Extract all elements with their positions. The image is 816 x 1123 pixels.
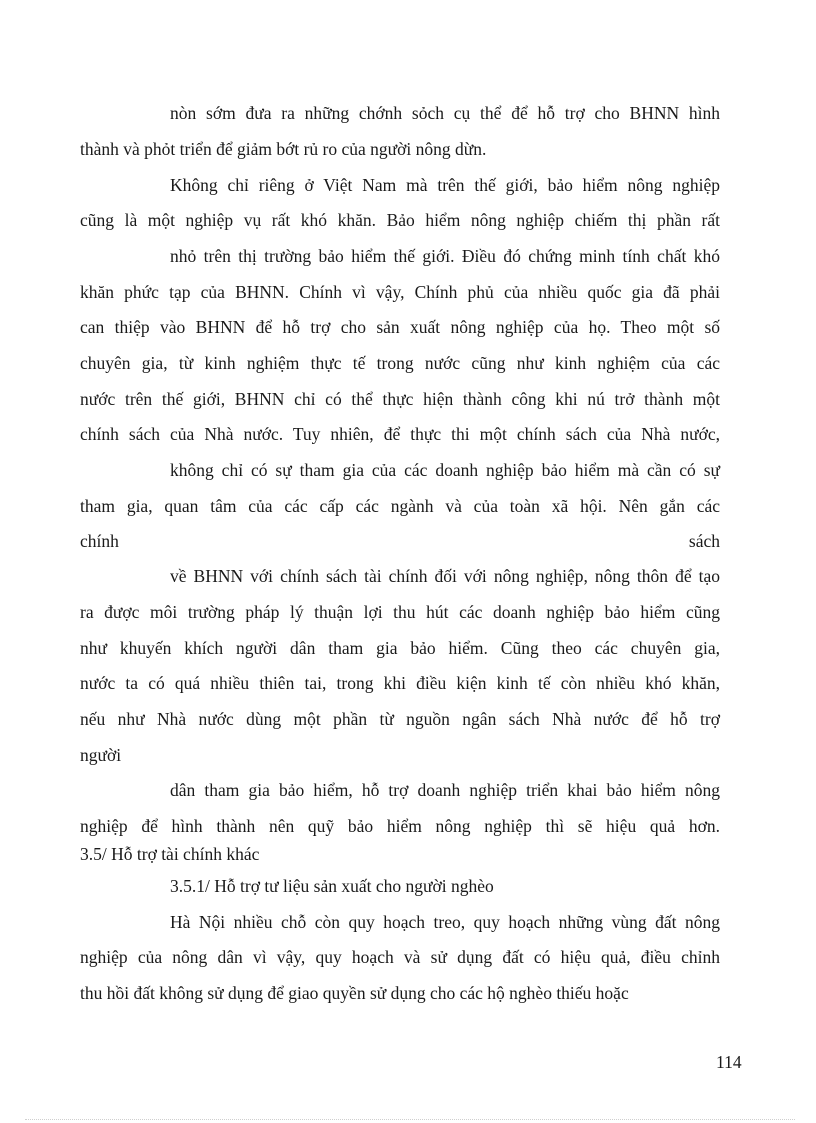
subsection-heading: 3.5.1/ Hỗ trợ tư liệu sản xuất cho người nghèo	[170, 876, 494, 896]
text-line: chuyên gia, từ kinh nghiệm thực tế trong nước cũng như kinh nghiệm của các	[80, 353, 720, 373]
text-line: ra được môi trường pháp lý thuận lợi thu hút các doanh nghiệp bảo hiểm cũng	[80, 602, 720, 622]
text-line: người	[80, 745, 122, 765]
text-line-split	[80, 533, 720, 551]
text-line: nghiệp để hình thành nên quỹ bảo hiểm nông nghiệp thì sẽ hiệu quả hơn.	[80, 816, 720, 836]
text-word: sách	[688, 531, 720, 551]
text-line: khăn phức tạp của BHNN. Chính vì vậy, Chính phủ của nhiều quốc gia đã phải	[80, 282, 720, 302]
text-line: tham gia, quan tâm của các cấp các ngành và của toàn xã hội. Nên gắn các	[80, 496, 720, 516]
text-line: thành và phỏt triển để giảm bớt rủ ro của người nông dừn.	[80, 139, 487, 159]
text-line: nòn sớm đưa ra những chớnh sỏch cụ thể để hỗ trợ cho BHNN hình	[170, 103, 720, 123]
text-line: nhỏ trên thị trường bảo hiểm thế giới. Điều đó chứng minh tính chất khó	[170, 246, 720, 266]
text-line: về BHNN với chính sách tài chính đối với nông nghiệp, nông thôn để tạo	[170, 566, 720, 586]
text-line: cũng là một nghiệp vụ rất khó khăn. Bảo hiểm nông nghiệp chiếm thị phần rất	[80, 210, 720, 230]
text-line: như khuyến khích người dân tham gia bảo hiểm. Cũng theo các chuyên gia,	[80, 638, 720, 658]
text-line: không chỉ có sự tham gia của các doanh nghiệp bảo hiểm mà cần có sự	[170, 460, 720, 480]
page-bottom-rule	[25, 1119, 795, 1120]
text-line: nước ta có quá nhiều thiên tai, trong khi điều kiện kinh tế còn nhiều khó khăn,	[80, 673, 720, 693]
text-line: dân tham gia bảo hiểm, hỗ trợ doanh nghiệp triển khai bảo hiểm nông	[170, 780, 720, 800]
text-line: nghiệp của nông dân vì vậy, quy hoạch và sử dụng đất có hiệu quả, điều chỉnh	[80, 947, 720, 967]
text-line: thu hồi đất không sử dụng để giao quyền sử dụng cho các hộ nghèo thiếu hoặc	[80, 983, 629, 1003]
text-line: chính sách của Nhà nước. Tuy nhiên, để thực thi một chính sách của Nhà nước,	[80, 424, 720, 444]
page-number: 114	[716, 1052, 742, 1072]
text-line: Không chỉ riêng ở Việt Nam mà trên thế giới, bảo hiểm nông nghiệp	[170, 175, 720, 195]
text-line: nếu như Nhà nước dùng một phần từ nguồn ngân sách Nhà nước để hỗ trợ	[80, 709, 720, 729]
text-line: nước trên thế giới, BHNN chỉ có thể thực hiện thành công khi nú trở thành một	[80, 389, 720, 409]
text-word: chính	[80, 531, 119, 551]
section-heading: 3.5/ Hỗ trợ tài chính khác	[80, 844, 260, 864]
text-line: can thiệp vào BHNN để hỗ trợ cho sản xuất nông nghiệp của họ. Theo một số	[80, 317, 720, 337]
text-line: Hà Nội nhiều chỗ còn quy hoạch treo, quy hoạch những vùng đất nông	[170, 912, 720, 932]
